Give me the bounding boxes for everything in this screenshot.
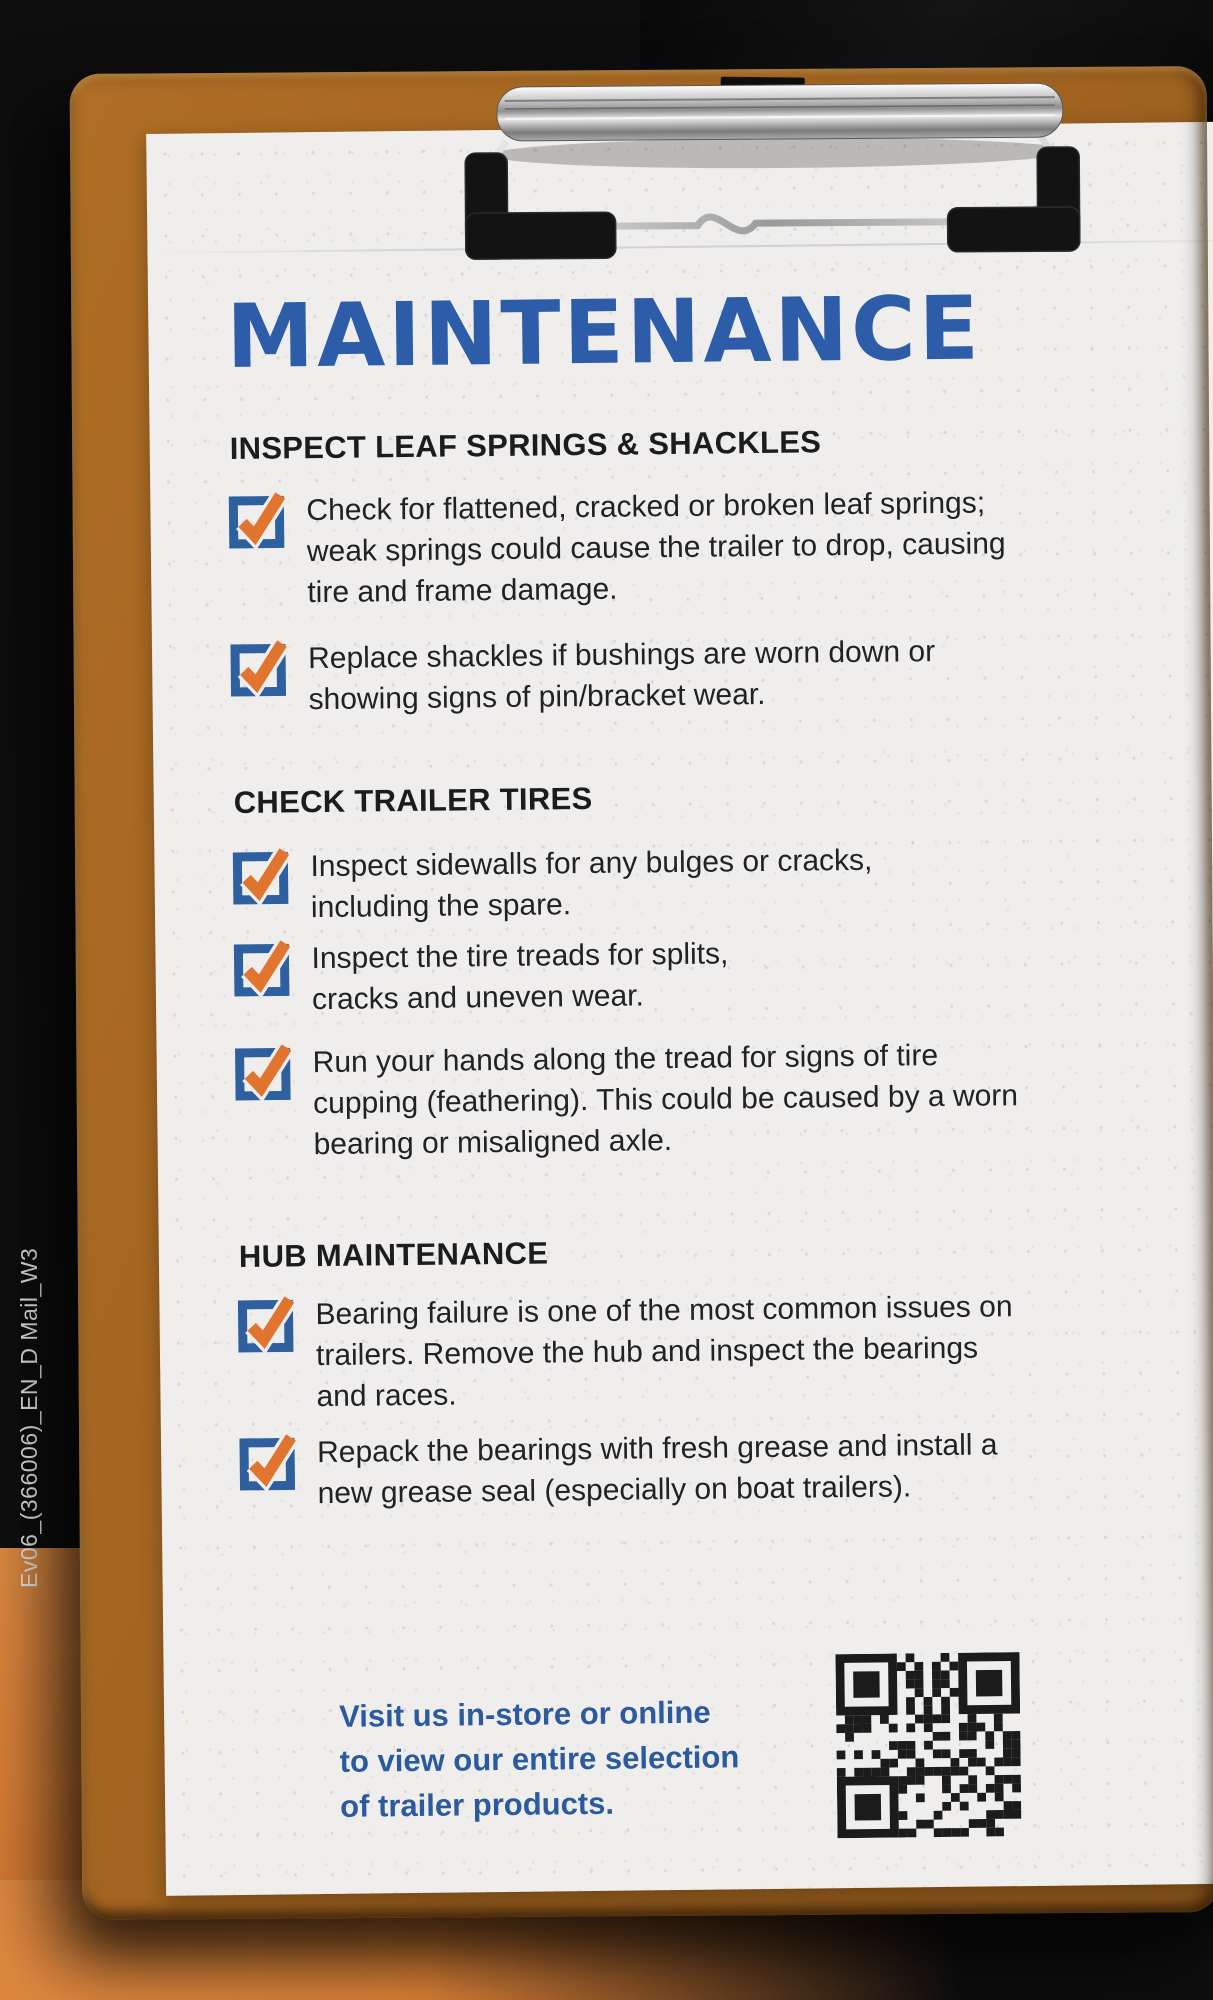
page-title: MAINTENANCE [225,276,983,389]
checklist-item-text: Repack the bearings with fresh grease and install a new grease seal (especially on boat trailers). [316,1428,998,1511]
checklist-item [237,1286,1013,1418]
checklist-item-text: Bearing failure is one of the most common issues on trailers. Remove the hub and inspect the bearings and races. [315,1290,1013,1414]
clipboard [70,66,1213,1920]
checkbox-checked-icon [239,1430,302,1491]
print-code-vertical: Ev06_(366006)_EN_D Mail_W3 [16,1247,42,1588]
checklist-item [239,1424,998,1515]
checkbox-checked-icon [233,936,296,997]
section-heading-trailer-tires: CHECK TRAILER TIRES [233,780,593,821]
checklist-item-text: Inspect sidewalls for any bulges or cracks, including the spare. [310,843,873,925]
checklist-item-text: Check for flattened, cracked or broken leaf springs; weak springs could cause the trailer to drop, causing tire and frame damage. [306,486,1006,610]
checkbox-checked-icon [234,1040,297,1101]
checklist-item-text: Run your hands along the tread for signs of tire cupping (feathering). This could be caused by a worn bearing or misaligned axle. [312,1039,1019,1162]
checklist-item-text: Inspect the tire treads for splits, cracks and uneven wear. [311,937,729,1017]
checkbox-checked-icon [232,844,295,905]
checkbox-checked-icon [237,1292,300,1353]
checklist-paper [146,121,1213,1896]
checkbox-checked-icon [228,488,291,549]
checklist-item [233,933,729,1021]
checklist-content [224,122,1184,1895]
cta-text: Visit us in-store or online to view our entire selection of trailer products. [338,1694,740,1824]
checklist-item [230,631,936,721]
checklist-item [234,1034,1018,1166]
checklist-item [232,840,873,929]
clip-metal-icon [448,47,1110,322]
qr-code [835,1652,1021,1838]
checklist-item [228,482,1006,614]
checkbox-checked-icon [230,636,293,697]
section-heading-hub-maintenance: HUB MAINTENANCE [238,1235,549,1274]
section-heading-leaf-springs: INSPECT LEAF SPRINGS & SHACKLES [229,424,822,467]
checklist-item-text: Replace shackles if bushings are worn down or showing signs of pin/bracket wear. [307,635,936,717]
clipboard-clip [448,47,1110,322]
